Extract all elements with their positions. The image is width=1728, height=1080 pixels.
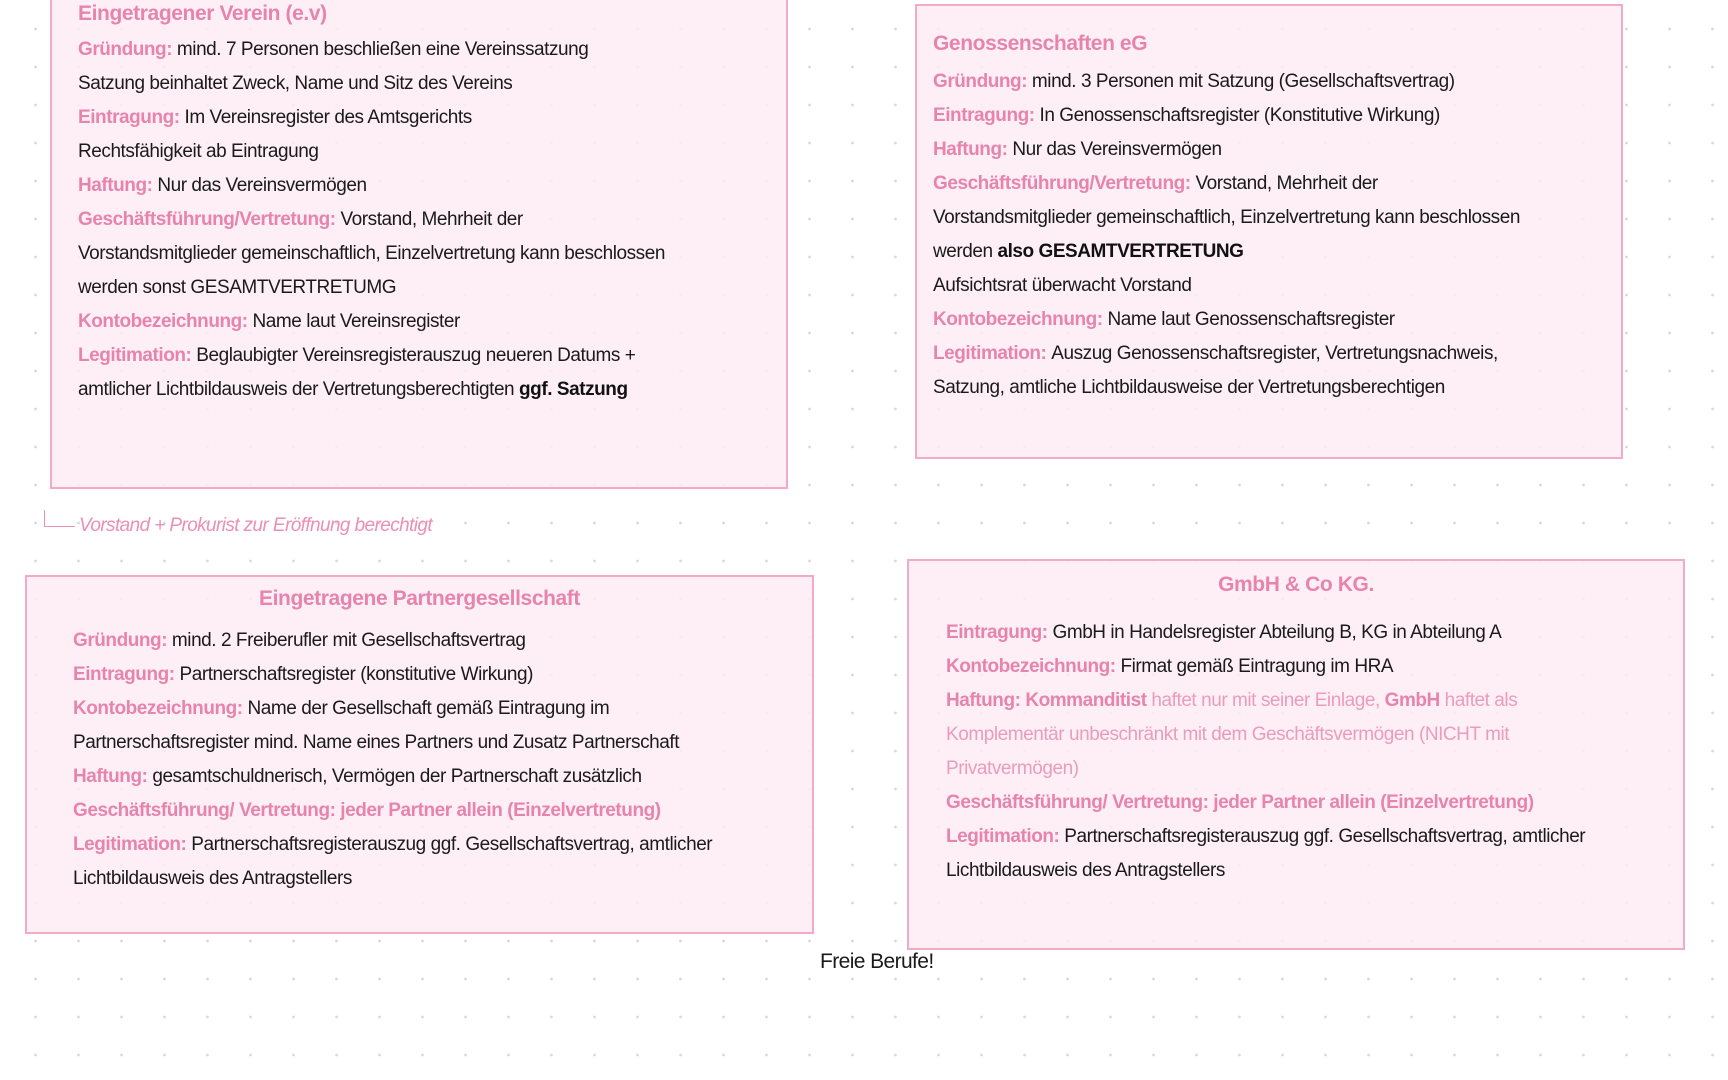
field-text: Rechtsfähigkeit ab Eintragung [78,141,319,162]
card-line [946,723,1509,747]
card-line [78,38,588,62]
card-line [946,757,1079,781]
card-line [946,621,1501,645]
card-partnergesellschaft [25,575,814,934]
field-text: haftet nur mit seiner Einlage, [1151,690,1385,711]
handwritten-annotation [44,514,432,537]
field-text: ggf. Satzung [519,379,628,400]
card-line [933,138,1222,162]
field-text: also GESAMTVERTRETUNG [997,241,1244,262]
footer-note: Freie Berufe! [820,950,934,973]
card-title: Genossenschaften eG [933,32,1148,55]
card-line [946,689,1517,713]
card-title: Eingetragener Verein (e.v) [78,2,327,25]
field-label: Legitimation: [946,826,1065,847]
card-line [946,859,1225,883]
card-line [933,274,1192,298]
field-label: Legitimation: [933,343,1052,364]
card-gmbh-co-kg [907,559,1685,950]
field-text: Satzung beinhaltet Zweck, Name und Sitz des Vereins [78,73,513,94]
field-text: Partnerschaftsregisterauszug ggf. Gesellschaftsvertrag, amtlicher [1064,826,1586,847]
field-text: werden sonst GESAMTVERTRETUMG [78,277,397,298]
field-text: mind. 7 Personen beschließen eine Vereinssatzung [176,39,589,60]
field-label: Geschäftsführung/Vertretung: [933,173,1196,194]
field-text: Privatvermögen) [946,758,1079,779]
field-text: Firmat gemäß Eintragung im HRA [1120,656,1394,677]
field-text: Vorstandsmitglieder gemeinschaftlich, Einzelvertretung kann beschlossen [933,207,1520,228]
field-label: Legitimation: [73,834,192,855]
card-line [946,655,1393,679]
card-line [78,310,460,334]
field-label: Gründung: [933,71,1032,92]
field-text: Vorstand, Mehrheit der [340,209,523,230]
card-line [73,833,712,857]
field-text: amtlicher Lichtbildausweis der Vertretungsberechtigten [78,379,520,400]
card-eingetragener-verein [50,0,788,489]
field-label: Kontobezeichnung: [933,309,1108,330]
field-label: Kontobezeichnung: [946,656,1121,677]
card-line [933,376,1445,400]
card-line [78,344,635,368]
field-text: gesamtschuldnerisch, Vermögen der Partnerschaft zusätzlich [152,766,642,787]
card-line [933,342,1498,366]
card-line [78,276,396,300]
card-line [73,731,679,755]
field-label: Eintragung: [933,105,1040,126]
card-line [946,791,1534,815]
field-text: Geschäftsführung/ Vertretung: jeder Partner allein (Einzelvertretung) [946,792,1534,813]
field-text: Haftung: Kommanditist [946,690,1152,711]
card-line [73,799,661,823]
field-label: Kontobezeichnung: [78,311,253,332]
card-line [933,308,1395,332]
card-title: GmbH & Co KG. [1218,573,1374,596]
field-text: Geschäftsführung/ Vertretung: jeder Partner allein (Einzelvertretung) [73,800,661,821]
field-text: Komplementär unbeschränkt mit dem Geschäftsvermögen (NICHT mit [946,724,1510,745]
field-text: Satzung, amtliche Lichtbildausweise der Vertretungsberechtigen [933,377,1445,398]
field-label: Haftung: [73,766,153,787]
field-text: werden [933,241,998,262]
field-text: GmbH in Handelsregister Abteilung B, KG in Abteilung A [1052,622,1502,643]
field-text: Auszug Genossenschaftsregister, Vertretungsnachweis, [1051,343,1498,364]
field-text: Name der Gesellschaft gemäß Eintragung im [247,698,610,719]
field-text: In Genossenschaftsregister (Konstitutive Wirkung) [1039,105,1440,126]
field-label: Kontobezeichnung: [73,698,248,719]
field-label: Eintragung: [78,107,185,128]
card-title: Eingetragene Partnergesellschaft [259,587,580,610]
field-text: Im Vereinsregister des Amtsgerichts [184,107,472,128]
card-line [946,825,1585,849]
field-text: mind. 2 Freiberufler mit Gesellschaftsvertrag [171,630,526,651]
field-label: Geschäftsführung/Vertretung: [78,209,341,230]
field-label: Gründung: [73,630,172,651]
field-text: mind. 3 Personen mit Satzung (Gesellschaftsvertrag) [1031,71,1455,92]
field-label: Haftung: [78,175,158,196]
card-line [78,208,523,232]
card-line [73,697,609,721]
card-line [78,378,628,402]
card-line [933,172,1378,196]
field-text: Name laut Vereinsregister [252,311,460,332]
field-text: Nur das Vereinsvermögen [157,175,367,196]
card-line [78,242,665,266]
field-text: Beglaubigter Vereinsregisterauszug neueren Datums + [196,345,636,366]
field-label: Eintragung: [73,664,180,685]
card-line [933,206,1520,230]
field-text: Partnerschaftsregister mind. Name eines Partners und Zusatz Partnerschaft [73,732,680,753]
card-line [73,867,352,891]
card-line [73,663,533,687]
field-text: Nur das Vereinsvermögen [1012,139,1222,160]
annotation-text: Vorstand + Prokurist zur Eröffnung berechtigt [79,515,433,536]
field-text: Lichtbildausweis des Antragstellers [946,860,1225,881]
field-text: Vorstandsmitglieder gemeinschaftlich, Einzelvertretung kann beschlossen [78,243,665,264]
field-text: Lichtbildausweis des Antragstellers [73,868,352,889]
card-line [73,765,642,789]
card-line [933,240,1243,264]
field-label: Legitimation: [78,345,197,366]
card-line [933,104,1440,128]
field-text: Aufsichtsrat überwacht Vorstand [933,275,1192,296]
card-line [78,174,367,198]
field-text: Partnerschaftsregisterauszug ggf. Gesellschaftsvertrag, amtlicher [191,834,713,855]
field-label: Eintragung: [946,622,1053,643]
card-line [78,106,472,130]
field-text: Partnerschaftsregister (konstitutive Wirkung) [179,664,534,685]
card-line [78,72,512,96]
arrow-icon [44,510,75,527]
field-label: Gründung: [78,39,177,60]
card-genossenschaft [915,4,1623,459]
field-text: Name laut Genossenschaftsregister [1107,309,1395,330]
card-line [73,629,525,653]
field-text: GmbH [1384,690,1445,711]
card-line [78,140,318,164]
field-text: haftet als [1444,690,1518,711]
card-line [933,70,1455,94]
field-text: Vorstand, Mehrheit der [1195,173,1378,194]
field-label: Haftung: [933,139,1013,160]
